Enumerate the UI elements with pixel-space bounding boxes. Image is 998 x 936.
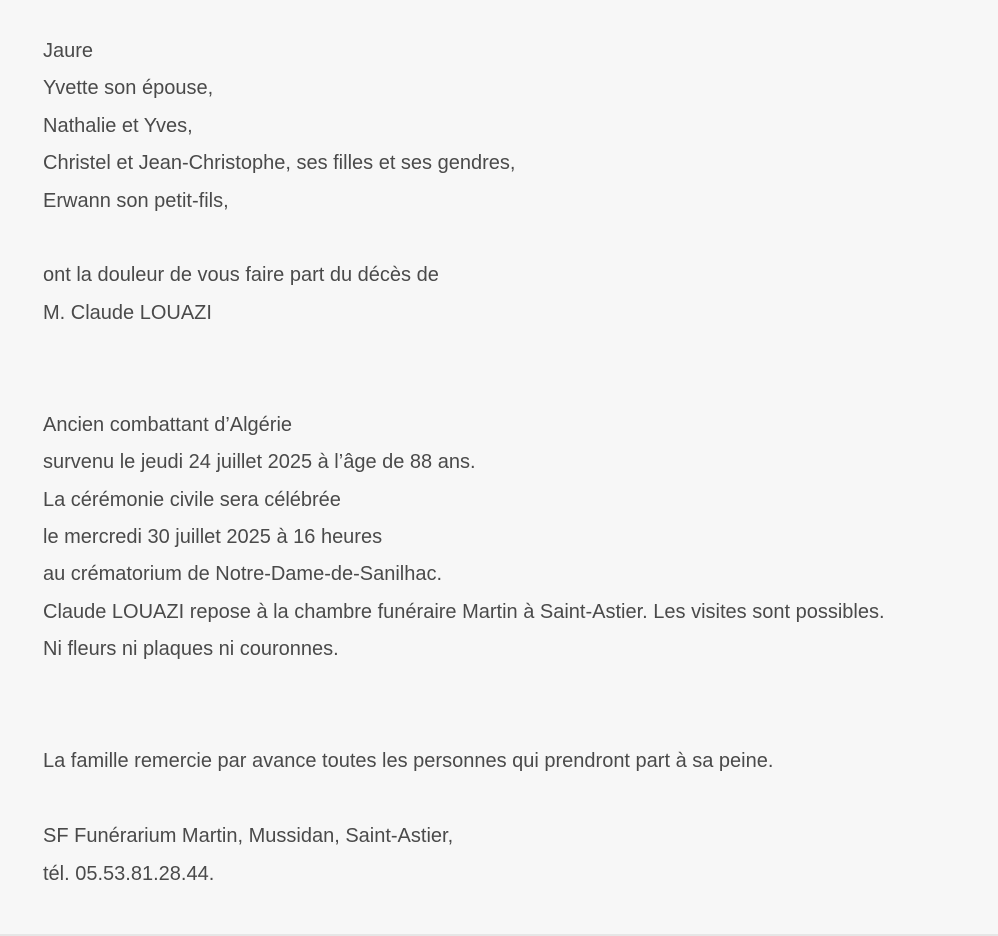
thanks-text: La famille remercie par avance toutes les personnes qui prendront part à sa peine. [43,750,774,773]
family-name: Jaure [43,40,94,62]
family-member-daughters: Christel et Jean-Christophe, ses filles et ses gendres, [43,152,516,175]
deceased-name: M. Claude LOUAZI [43,301,212,324]
detail-death-date: survenu le jeudi 24 juillet 2025 à l’âge de 88 ans. [43,451,476,474]
spacer [43,781,983,818]
funeral-home [43,818,983,893]
family-member-grandson: Erwann son petit-fils, [43,189,229,212]
spacer [43,669,983,744]
announcement [43,257,983,332]
family-list [43,33,983,220]
detail-visits: Claude LOUAZI repose à la chambre funéraire Martin à Saint-Astier. Les visites sont possibles. [43,600,885,623]
spacer [43,220,983,257]
detail-veteran: Ancien combattant d’Algérie [43,413,293,436]
detail-ceremony-place: au crématorium de Notre-Dame-de-Sanilhac. [43,563,443,586]
detail-ceremony-date: le mercredi 30 juillet 2025 à 16 heures [43,526,383,549]
obituary-notice [43,33,983,893]
details [43,407,983,669]
funeral-home-name: SF Funérarium Martin, Mussidan, Saint-Astier, [43,825,454,848]
funeral-home-phone: tél. 05.53.81.28.44. [43,862,215,885]
family-member-spouse: Yvette son épouse, [43,77,214,100]
spacer [43,332,983,407]
family-member-couple: Nathalie et Yves, [43,114,193,137]
detail-ceremony: La cérémonie civile sera célébrée [43,488,341,511]
detail-no-flowers: Ni fleurs ni plaques ni couronnes. [43,638,339,661]
announcement-text: ont la douleur de vous faire part du décès de [43,264,439,287]
